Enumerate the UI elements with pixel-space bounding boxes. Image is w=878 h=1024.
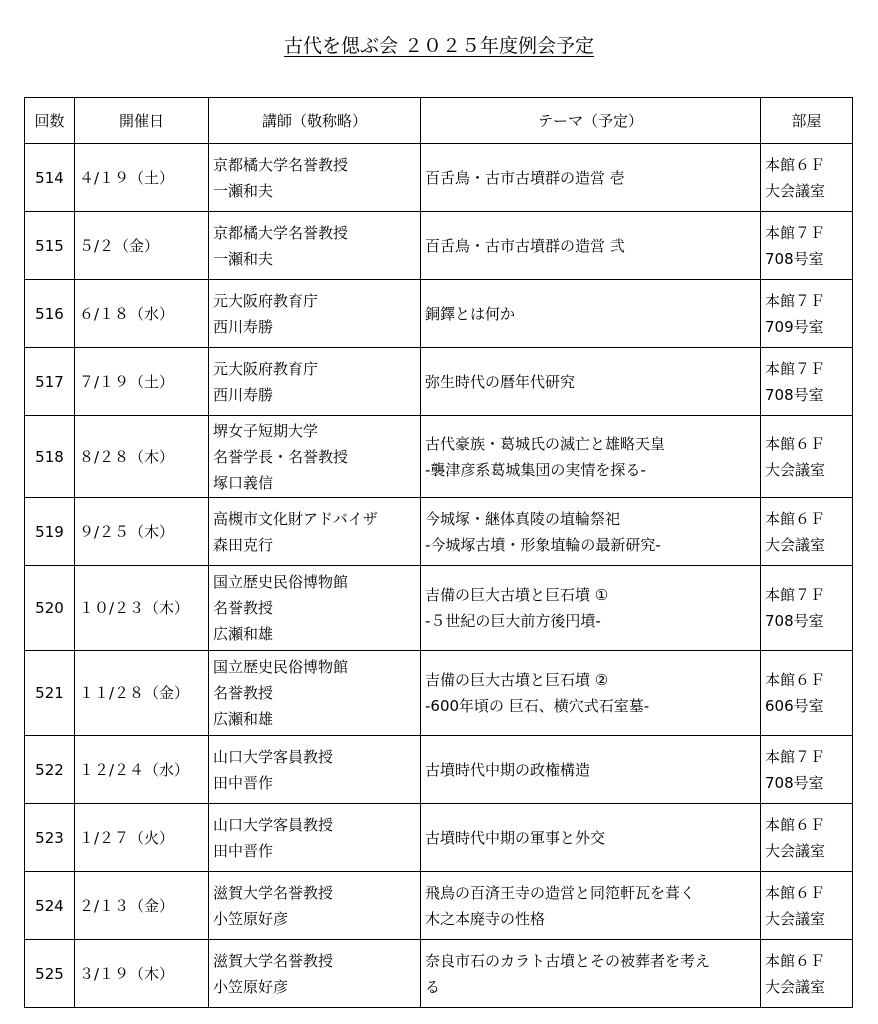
room-cell-line: 大会議室 xyxy=(765,535,826,554)
table-row xyxy=(25,566,853,651)
lecturer-cell xyxy=(209,566,421,651)
header-date: 開催日 xyxy=(75,98,209,144)
lecturer-cell xyxy=(209,280,421,348)
table-row xyxy=(25,651,853,736)
lecturer-cell-line: 元大阪府教育庁 xyxy=(213,291,319,310)
session-number: 524 xyxy=(25,872,75,940)
theme-cell-line: -５世紀の巨大前方後円墳- xyxy=(425,612,601,630)
theme-cell-line: 木之本廃寺の性格 xyxy=(425,909,546,928)
session-number: 518 xyxy=(25,416,75,498)
room-cell xyxy=(761,566,853,651)
lecturer-cell xyxy=(209,498,421,566)
theme-cell-line: 今城塚・継体真陵の埴輪祭祀 xyxy=(425,509,621,528)
theme-cell xyxy=(421,416,761,498)
lecturer-cell-line: 国立歴史民俗博物館 xyxy=(213,573,349,591)
lecturer-cell-line: 山口大学客員教授 xyxy=(213,815,334,834)
session-date: ４/１９（土） xyxy=(75,144,209,212)
room-cell xyxy=(761,940,853,1008)
lecturer-cell-line: 名誉教授 xyxy=(213,599,274,617)
theme-cell-line: -今城塚古墳・形象埴輪の最新研究- xyxy=(425,535,661,554)
room-cell-line: 708号室 xyxy=(765,773,824,792)
room-cell-line: 本館７Ｆ xyxy=(765,359,826,378)
lecturer-cell xyxy=(209,736,421,804)
lecturer-cell-line: 滋賀大学名誉教授 xyxy=(213,883,334,902)
lecturer-cell-line: 田中晋作 xyxy=(213,841,274,860)
lecturer-cell-line: 滋賀大学名誉教授 xyxy=(213,951,334,970)
session-number: 514 xyxy=(25,144,75,212)
room-cell-line: 606号室 xyxy=(765,697,824,715)
lecturer-cell xyxy=(209,144,421,212)
lecturer-cell-line: 西川寿勝 xyxy=(213,317,274,336)
session-number: 522 xyxy=(25,736,75,804)
table-row xyxy=(25,804,853,872)
room-cell-line: 本館７Ｆ xyxy=(765,291,826,310)
theme-cell xyxy=(421,872,761,940)
lecturer-cell xyxy=(209,804,421,872)
room-cell xyxy=(761,348,853,416)
room-cell-line: 708号室 xyxy=(765,385,824,404)
lecturer-cell xyxy=(209,416,421,498)
theme-cell xyxy=(421,348,761,416)
room-cell xyxy=(761,144,853,212)
theme-cell-line: 弥生時代の暦年代研究 xyxy=(425,372,576,391)
theme-cell-line: 古墳時代中期の軍事と外交 xyxy=(425,828,606,847)
lecturer-cell-line: 京都橘大学名誉教授 xyxy=(213,155,349,174)
lecturer-cell-line: 山口大学客員教授 xyxy=(213,747,334,766)
session-date: ２/１３（金） xyxy=(75,872,209,940)
theme-cell xyxy=(421,804,761,872)
session-date: ６/１８（水） xyxy=(75,280,209,348)
room-cell-line: 本館６Ｆ xyxy=(765,509,826,528)
lecturer-cell-line: 田中晋作 xyxy=(213,773,274,792)
session-number: 523 xyxy=(25,804,75,872)
session-date: ７/１９（土） xyxy=(75,348,209,416)
room-cell xyxy=(761,872,853,940)
theme-cell-line: 吉備の巨大古墳と巨石墳 ① xyxy=(425,586,609,604)
lecturer-cell-line: 小笠原好彦 xyxy=(213,977,289,996)
session-number: 519 xyxy=(25,498,75,566)
session-number: 515 xyxy=(25,212,75,280)
session-date: ３/１９（木） xyxy=(75,940,209,1008)
theme-cell xyxy=(421,144,761,212)
theme-cell-line: 百舌鳥・古市古墳群の造営 壱 xyxy=(425,168,625,187)
header-lecturer: 講師（敬称略） xyxy=(209,98,421,144)
room-cell-line: 本館６Ｆ xyxy=(765,951,826,970)
header-num: 回数 xyxy=(25,98,75,144)
theme-cell xyxy=(421,651,761,736)
room-cell-line: 本館６Ｆ xyxy=(765,883,826,902)
room-cell-line: 大会議室 xyxy=(765,909,826,928)
room-cell xyxy=(761,651,853,736)
session-date: １０/２３（木） xyxy=(75,566,209,651)
lecturer-cell xyxy=(209,651,421,736)
header-theme: テーマ（予定） xyxy=(421,98,761,144)
lecturer-cell-line: 名誉学長・名誉教授 xyxy=(213,447,349,466)
lecturer-cell-line: 一瀬和夫 xyxy=(213,181,274,200)
room-cell-line: 本館６Ｆ xyxy=(765,155,826,174)
room-cell-line: 本館７Ｆ xyxy=(765,586,826,604)
lecturer-cell xyxy=(209,212,421,280)
theme-cell xyxy=(421,566,761,651)
theme-cell xyxy=(421,498,761,566)
lecturer-cell-line: 元大阪府教育庁 xyxy=(213,359,319,378)
room-cell-line: 大会議室 xyxy=(765,841,826,860)
session-number: 516 xyxy=(25,280,75,348)
schedule-body xyxy=(25,144,853,1008)
session-date: ５/２（金） xyxy=(75,212,209,280)
page-title-text: 古代を偲ぶ会 ２０２５年度例会予定 xyxy=(283,35,595,57)
header-row xyxy=(25,98,853,144)
schedule-table xyxy=(24,97,853,1008)
room-cell-line: 709号室 xyxy=(765,317,824,336)
session-date: ９/２５（木） xyxy=(75,498,209,566)
table-row xyxy=(25,416,853,498)
session-date: １/２７（火） xyxy=(75,804,209,872)
lecturer-cell-line: 広瀬和雄 xyxy=(213,710,274,728)
theme-cell-line: -600年頃の 巨石、横穴式石室墓- xyxy=(425,697,650,715)
lecturer-cell-line: 名誉教授 xyxy=(213,684,274,702)
room-cell xyxy=(761,280,853,348)
lecturer-cell-line: 国立歴史民俗博物館 xyxy=(213,658,349,676)
table-row xyxy=(25,736,853,804)
table-row xyxy=(25,872,853,940)
session-number: 520 xyxy=(25,566,75,651)
room-cell xyxy=(761,212,853,280)
room-cell xyxy=(761,804,853,872)
lecturer-cell-line: 高槻市文化財アドバイザ xyxy=(213,509,378,528)
lecturer-cell-line: 小笠原好彦 xyxy=(213,909,289,928)
theme-cell-line: 奈良市石のカラト古墳とその被葬者を考え xyxy=(425,951,711,970)
room-cell-line: 708号室 xyxy=(765,249,824,268)
theme-cell-line: る xyxy=(425,977,441,996)
lecturer-cell xyxy=(209,940,421,1008)
session-date: １１/２８（金） xyxy=(75,651,209,736)
lecturer-cell-line: 一瀬和夫 xyxy=(213,249,274,268)
lecturer-cell-line: 塚口義信 xyxy=(213,473,274,492)
room-cell-line: 大会議室 xyxy=(765,460,826,479)
theme-cell-line: 百舌鳥・古市古墳群の造営 弐 xyxy=(425,236,625,255)
room-cell-line: 本館６Ｆ xyxy=(765,671,826,689)
theme-cell-line: 飛鳥の百済王寺の造営と同笵軒瓦を葺く xyxy=(425,883,696,902)
table-row xyxy=(25,498,853,566)
session-number: 525 xyxy=(25,940,75,1008)
lecturer-cell-line: 京都橘大学名誉教授 xyxy=(213,223,349,242)
session-number: 517 xyxy=(25,348,75,416)
room-cell-line: 本館７Ｆ xyxy=(765,747,826,766)
header-room: 部屋 xyxy=(761,98,853,144)
lecturer-cell-line: 堺女子短期大学 xyxy=(213,421,319,440)
room-cell-line: 708号室 xyxy=(765,612,824,630)
room-cell-line: 本館６Ｆ xyxy=(765,434,826,453)
room-cell xyxy=(761,416,853,498)
page-title xyxy=(0,34,878,58)
theme-cell xyxy=(421,280,761,348)
room-cell xyxy=(761,498,853,566)
theme-cell-line: 吉備の巨大古墳と巨石墳 ② xyxy=(425,671,609,689)
theme-cell-line: 古代豪族・葛城氏の滅亡と雄略天皇 xyxy=(425,434,666,453)
table-row xyxy=(25,940,853,1008)
lecturer-cell-line: 西川寿勝 xyxy=(213,385,274,404)
lecturer-cell xyxy=(209,348,421,416)
theme-cell xyxy=(421,736,761,804)
session-date: １２/２４（水） xyxy=(75,736,209,804)
session-number: 521 xyxy=(25,651,75,736)
theme-cell-line: -襲津彦系葛城集団の実情を探る- xyxy=(425,460,646,479)
theme-cell-line: 銅鐸とは何か xyxy=(425,304,516,323)
session-date: ８/２８（木） xyxy=(75,416,209,498)
table-row xyxy=(25,212,853,280)
room-cell-line: 本館６Ｆ xyxy=(765,815,826,834)
theme-cell xyxy=(421,940,761,1008)
room-cell-line: 本館７Ｆ xyxy=(765,223,826,242)
lecturer-cell-line: 広瀬和雄 xyxy=(213,625,274,643)
theme-cell-line: 古墳時代中期の政権構造 xyxy=(425,760,591,779)
table-row xyxy=(25,280,853,348)
theme-cell xyxy=(421,212,761,280)
room-cell-line: 大会議室 xyxy=(765,181,826,200)
table-row xyxy=(25,144,853,212)
table-row xyxy=(25,348,853,416)
room-cell-line: 大会議室 xyxy=(765,977,826,996)
room-cell xyxy=(761,736,853,804)
lecturer-cell-line: 森田克行 xyxy=(213,535,274,554)
lecturer-cell xyxy=(209,872,421,940)
